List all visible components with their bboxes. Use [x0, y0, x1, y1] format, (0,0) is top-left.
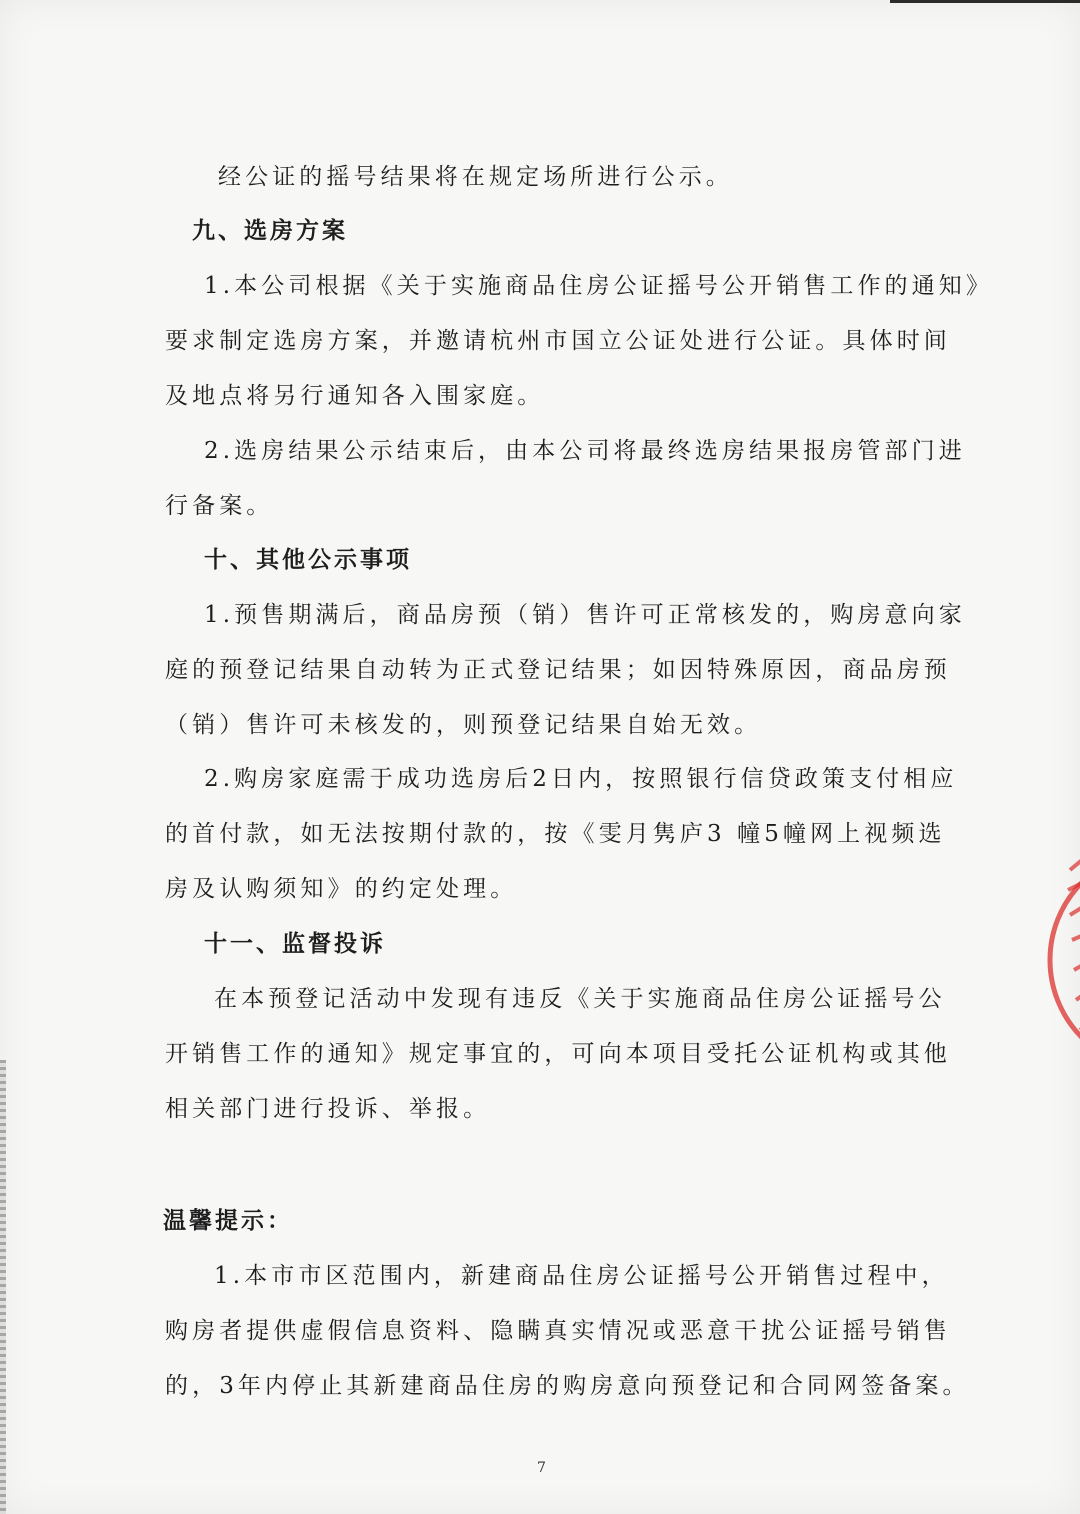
text-line: 房及认购须知》的约定处理。	[165, 876, 518, 902]
section-heading-9: 九、选房方案	[192, 217, 348, 244]
text-line: 2.选房结果公示结束后，由本公司将最终选房结果报房管部门进	[204, 438, 966, 464]
text-line: 的首付款，如无法按期付款的，按《雯月隽庐3 幢5幢网上视频选	[165, 821, 946, 847]
text-line: 经公证的摇号结果将在规定场所进行公示。	[218, 164, 733, 190]
page-number: 7	[537, 1460, 546, 1476]
scan-binding-edge	[0, 1060, 6, 1514]
text-line: 1.本公司根据《关于实施商品住房公证摇号公开销售工作的通知》	[204, 273, 993, 299]
text-line: 在本预登记活动中发现有违反《关于实施商品住房公证摇号公	[214, 986, 946, 1012]
text-line: 要求制定选房方案，并邀请杭州市国立公证处进行公证。具体时间	[165, 328, 951, 354]
scan-edge-mark	[890, 0, 1080, 3]
section-heading-10: 十、其他公示事项	[204, 546, 412, 573]
text-line: 庭的预登记结果自动转为正式登记结果；如因特殊原因，商品房预	[165, 657, 951, 683]
text-line: 及地点将另行通知各入围家庭。	[165, 383, 545, 409]
text-line: 相关部门进行投诉、举报。	[165, 1096, 491, 1122]
text-line: 1.预售期满后，商品房预（销）售许可正常核发的，购房意向家	[204, 602, 966, 628]
section-heading-11: 十一、监督投诉	[204, 930, 386, 957]
seal-stamp	[1040, 830, 1080, 1090]
text-line: 购房者提供虚假信息资料、隐瞒真实情况或恶意干扰公证摇号销售	[165, 1318, 951, 1344]
text-line: 行备案。	[165, 493, 274, 519]
tips-heading: 温馨提示：	[163, 1207, 293, 1234]
text-line: 的，3年内停止其新建商品住房的购房意向预登记和合同网签备案。	[165, 1373, 970, 1399]
text-line: 1.本市市区范围内，新建商品住房公证摇号公开销售过程中，	[214, 1263, 949, 1289]
text-line: （销）售许可未核发的，则预登记结果自始无效。	[165, 712, 762, 738]
text-line: 2.购房家庭需于成功选房后2日内，按照银行信贷政策支付相应	[204, 766, 958, 792]
text-line: 开销售工作的通知》规定事宜的，可向本项目受托公证机构或其他	[165, 1041, 951, 1067]
